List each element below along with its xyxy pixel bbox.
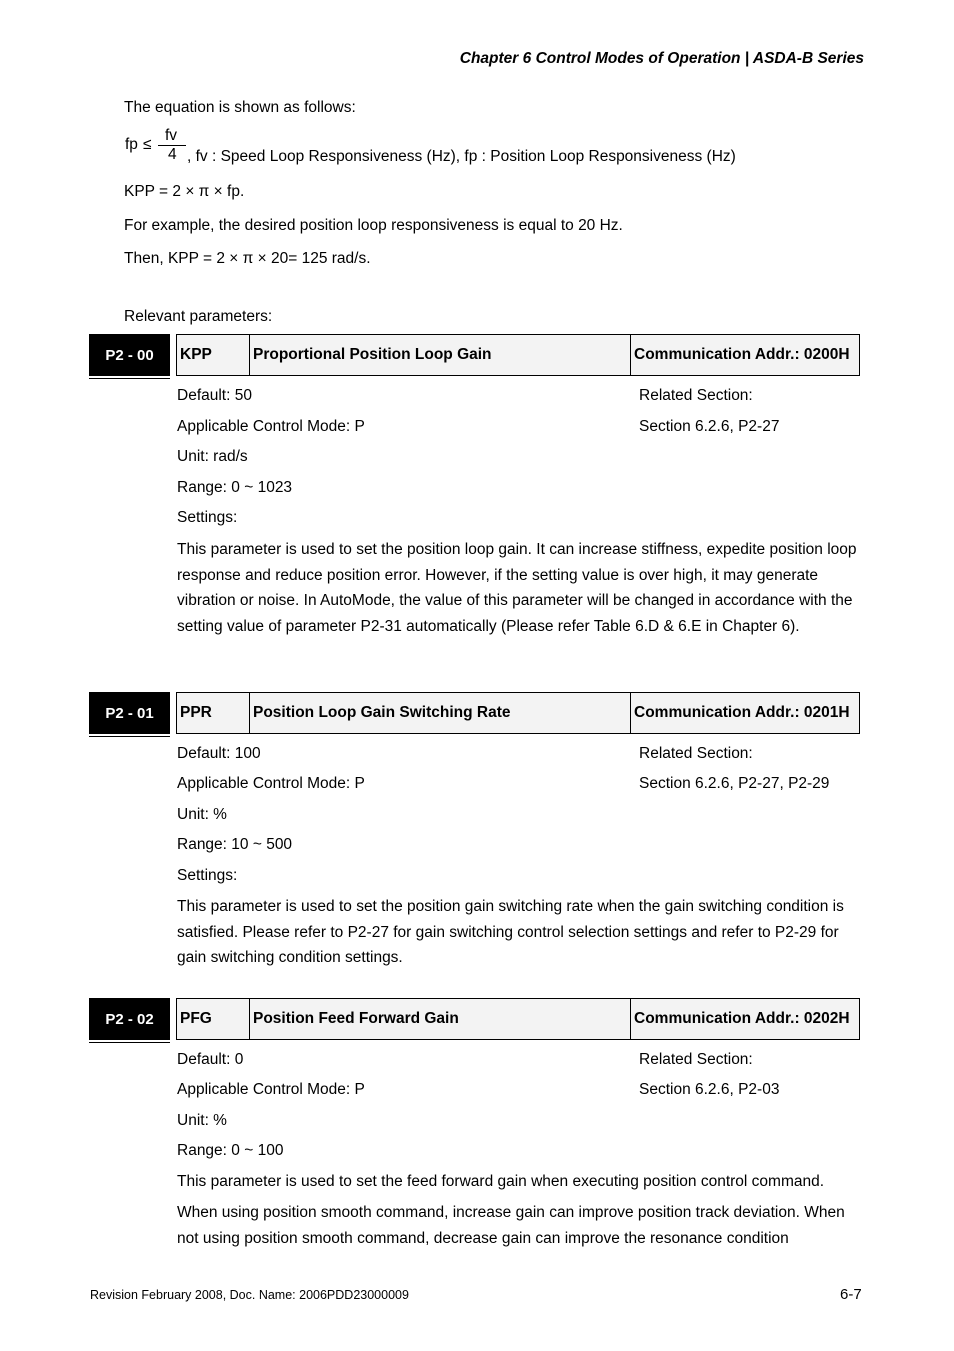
- param-unit: Unit: rad/s: [177, 448, 248, 465]
- param-tag: P2 - 01: [89, 692, 170, 734]
- param-default: Default: 0: [177, 1051, 244, 1068]
- relevant-parameters-label: Relevant parameters:: [124, 308, 273, 325]
- chapter-header: Chapter 6 Control Modes of Operation | ASDA-B Series: [459, 50, 864, 67]
- param-header-table: [176, 692, 860, 734]
- param-related-label: Related Section:: [639, 387, 753, 404]
- formula-description: , fv : Speed Loop Responsiveness (Hz), fp : Position Loop Responsiveness (Hz): [187, 148, 736, 165]
- param-tag: P2 - 00: [89, 334, 170, 376]
- param-abbr: PFG: [177, 999, 250, 1039]
- param-related-label: Related Section:: [639, 745, 753, 762]
- param-range: Range: 10 ~ 500: [177, 836, 293, 853]
- param-addr: Communication Addr.: 0201H: [634, 704, 850, 721]
- footer-revision: Revision February 2008, Doc. Name: 2006PDD23000009: [90, 1288, 409, 1302]
- param-header-table: [176, 998, 860, 1040]
- param-description: This parameter is used to set the position gain switching rate when the gain switching condition is satisfied. Please refer to P2-27 for gain switching control selection settings and refer to P2-29 for gain switching condition settings.: [177, 898, 844, 966]
- formula-fp: fp: [125, 136, 138, 153]
- param-addr: Communication Addr.: 0202H: [634, 1010, 850, 1027]
- then-line: Then, KPP = 2 × π × 20= 125 rad/s.: [124, 250, 371, 267]
- param-description: This parameter is used to set the position loop gain. It can increase stiffness, expedite position loop response and reduce position error. However, if the setting value is over high, it may generate vibration or noise. In AutoMode, the value of this parameter will be changed in accordance with the setting value of parameter P2-31 automatically (Please refer Table 6.D & 6.E in Chapter 6).: [177, 541, 857, 635]
- param-mode: Applicable Control Mode: P: [177, 1081, 365, 1098]
- formula-fv: fv: [165, 127, 178, 144]
- formula-denominator: 4: [168, 146, 177, 163]
- param-settings-label: Settings:: [177, 867, 238, 884]
- page-number: 6-7: [840, 1286, 862, 1303]
- formula-leq: ≤: [143, 136, 152, 153]
- param-related: Section 6.2.6, P2-27: [639, 418, 780, 435]
- param-name: Position Feed Forward Gain: [250, 999, 631, 1039]
- param-related: Section 6.2.6, P2-03: [639, 1081, 780, 1098]
- param-unit: Unit: %: [177, 1112, 227, 1129]
- param-unit: Unit: %: [177, 806, 227, 823]
- equation-label: The equation is shown as follows:: [124, 99, 356, 116]
- param-default: Default: 50: [177, 387, 252, 404]
- example-line: For example, the desired position loop responsiveness is equal to 20 Hz.: [124, 217, 623, 234]
- param-header-table: [176, 334, 860, 376]
- param-name: Proportional Position Loop Gain: [250, 335, 631, 375]
- param-related-label: Related Section:: [639, 1051, 753, 1068]
- param-related: Section 6.2.6, P2-27, P2-29: [639, 775, 830, 792]
- param-tag: P2 - 02: [89, 998, 170, 1040]
- param-abbr: PPR: [177, 693, 250, 733]
- kpp-line: KPP = 2 × π × fp.: [124, 183, 245, 200]
- param-range: Range: 0 ~ 1023: [177, 479, 293, 496]
- param-description-continued: When using position smooth command, increase gain can improve position track deviation. When not using position smooth command, decrease gain can improve the resonance condition: [177, 1204, 845, 1247]
- param-default: Default: 100: [177, 745, 261, 762]
- param-abbr: KPP: [177, 335, 250, 375]
- param-description: This parameter is used to set the feed forward gain when executing position control command.: [177, 1173, 825, 1190]
- param-addr: Communication Addr.: 0200H: [634, 346, 850, 363]
- param-mode: Applicable Control Mode: P: [177, 775, 365, 792]
- param-range: Range: 0 ~ 100: [177, 1142, 284, 1159]
- param-mode: Applicable Control Mode: P: [177, 418, 365, 435]
- param-name: Position Loop Gain Switching Rate: [250, 693, 631, 733]
- param-settings-label: Settings:: [177, 509, 238, 526]
